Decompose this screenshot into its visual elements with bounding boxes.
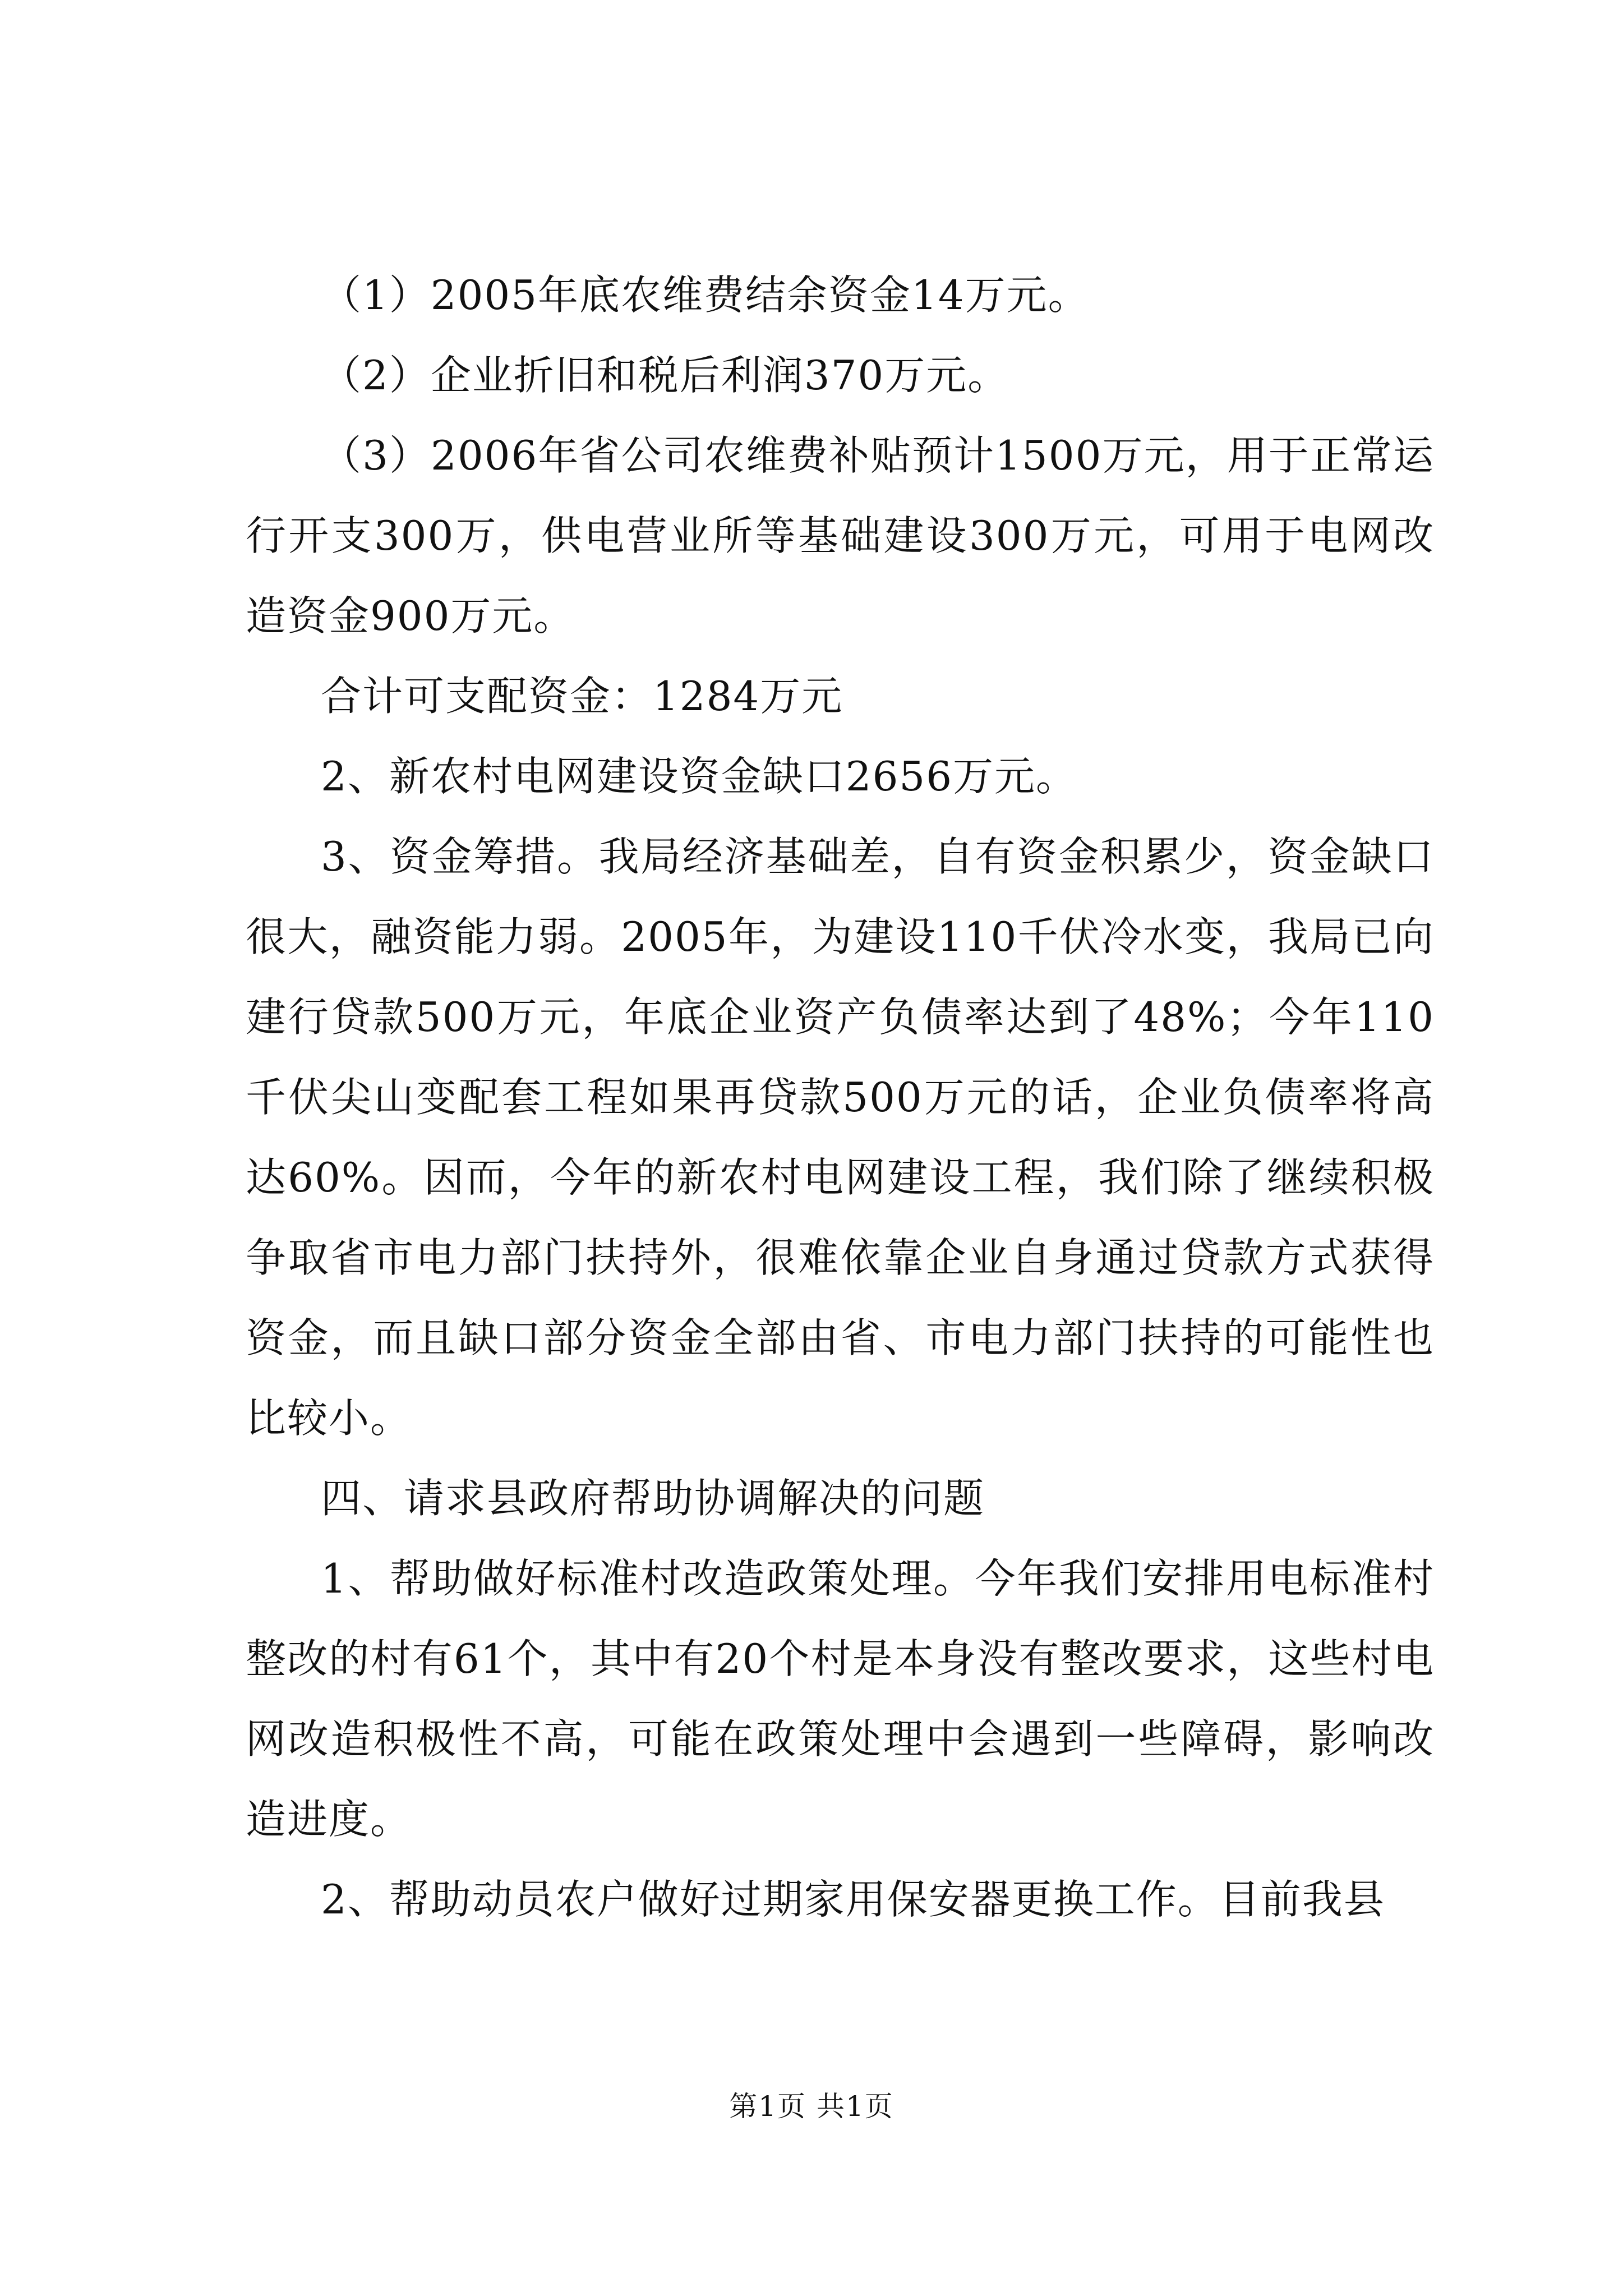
paragraph-fund-raising: 3、资金筹措。我局经济基础差，自有资金积累少，资金缺口很大，融资能力弱。2005年，为建设110千伏冷水变，我局已向建行贷款500万元，年底企业资产负债率达到了48%；今年110千伏尖山变配套工程如果再贷款500万元的话，企业负债率将高达60%。因而，今年的新农村电网建设工程，我们除了继续积极争取省市电力部门扶持外，很难依靠企业自身通过贷款方式获得资金，而且缺口部分资金全部由省、市电力部门扶持的可能性也比较小。 xyxy=(246,833,1435,1442)
paragraph-funding-gap: 2、新农村电网建设资金缺口2656万元。 xyxy=(321,753,1078,800)
paragraph-request-standard-village: 1、帮助做好标准村改造政策处理。今年我们安排用电标准村整改的村有61个，其中有20个村是本身没有整改要求，这些村电网改造积极性不高，可能在政策处理中会遇到一些障碍，影响改造进度。 xyxy=(246,1555,1435,1843)
paragraph-depreciation-profit: （2）企业折旧和税后利润370万元。 xyxy=(321,352,1009,399)
paragraph-request-protector-replacement: 2、帮助动员农户做好过期家用保安器更换工作。目前我县 xyxy=(321,1876,1385,1923)
paragraph-total-funds: 合计可支配资金：1284万元 xyxy=(321,673,843,720)
document-body xyxy=(246,255,1435,1940)
paragraph-subsidy-balance: （1）2005年底农维费结余资金14万元。 xyxy=(321,272,1090,319)
paragraph-provincial-subsidy: （3）2006年省公司农维费补贴预计1500万元，用于正常运行开支300万，供电营业所等基础建设300万元，可用于电网改造资金900万元。 xyxy=(246,432,1435,639)
section-heading-requests: 四、请求县政府帮助协调解决的问题 xyxy=(321,1475,985,1522)
page-footer: 第1页 共1页 xyxy=(729,2090,894,2123)
